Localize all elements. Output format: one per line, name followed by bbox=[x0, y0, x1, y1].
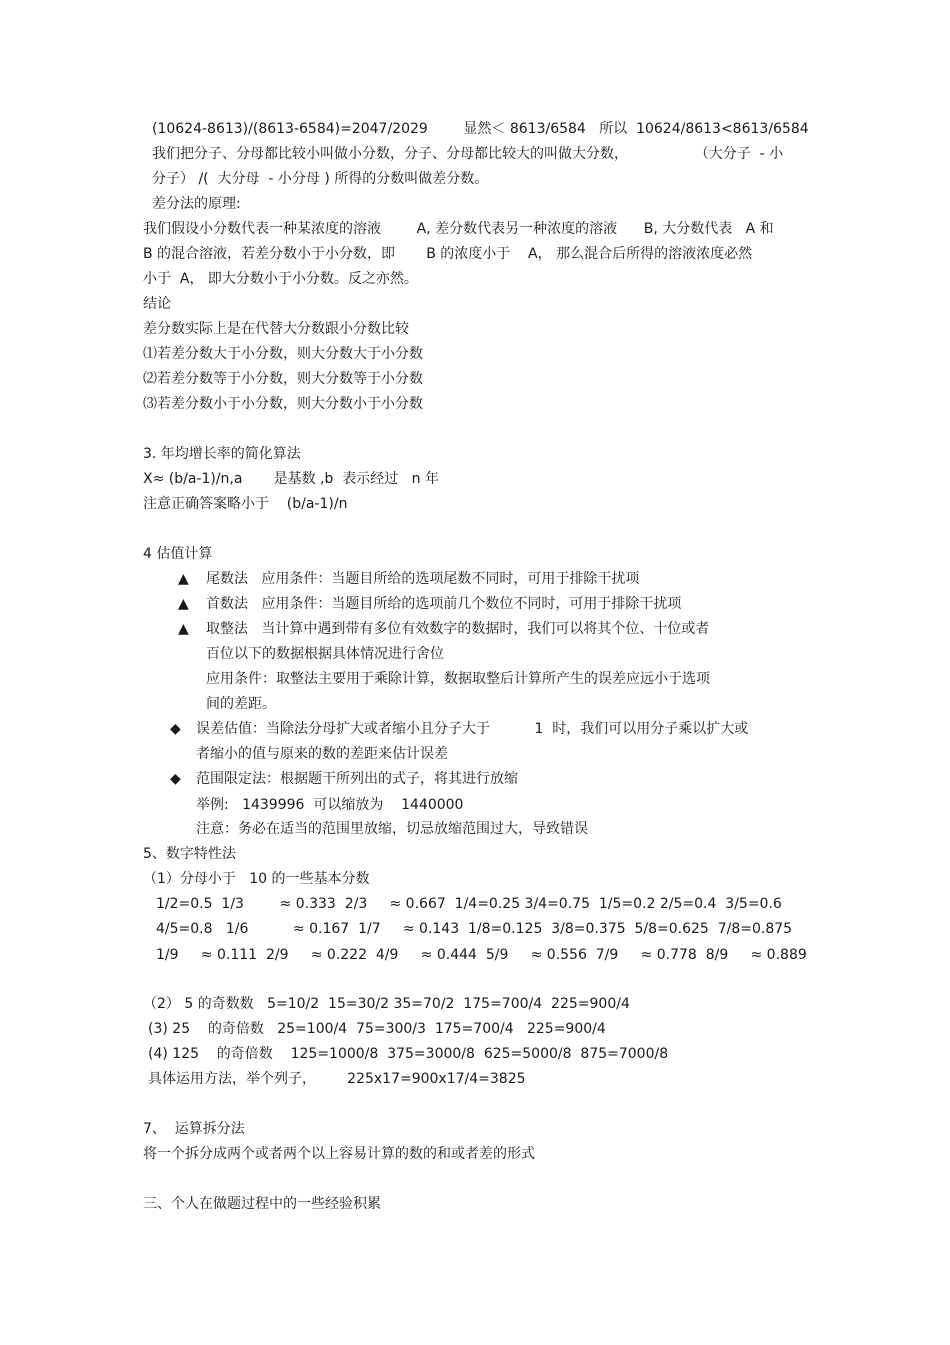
estimate-round-line-2: 百位以下的数据根据具体情况进行舍位 bbox=[206, 646, 444, 662]
diamond-bullet-icon: ◆ bbox=[170, 721, 181, 737]
growth-note: 注意正确答案略小于 (b/a-1)/n bbox=[143, 496, 348, 512]
conclusion-item-3: ⑶若差分数小于小分数，则大分数小于小分数 bbox=[143, 396, 423, 412]
estimate-item-error-text: 误差估值：当除法分母扩大或者缩小且分子大于 1 时，我们可以用分子乘以扩大或 bbox=[196, 721, 749, 737]
diff-line-2: 我们把分子、分母都比较小叫做小分数，分子、分母都比较大的叫做大分数， （大分子 - 小 bbox=[152, 146, 784, 162]
growth-heading: 3. 年均增长率的简化算法 bbox=[143, 446, 301, 462]
estimate-item-head bbox=[178, 595, 681, 613]
conclusion-line: 差分数实际上是在代替大分数跟小分数比较 bbox=[143, 321, 409, 337]
triangle-bullet-icon: ▲ bbox=[178, 596, 189, 612]
diff-line-5: 我们假设小分数代表一种某浓度的溶液 A, 差分数代表另一种浓度的溶液 B, 大分数代表 A 和 bbox=[143, 221, 774, 237]
diff-line-1: (10624-8613)/(8613-6584)=2047/2029 显然＜ 8613/6584 所以 10624/8613<8613/6584 bbox=[152, 121, 809, 137]
split-description: 将一个拆分成两个或者两个以上容易计算的数的和或者差的形式 bbox=[143, 1146, 535, 1162]
diff-line-7: 小于 A， 即大分数小于小分数。反之亦然。 bbox=[143, 271, 418, 287]
estimate-round-line-4: 间的差距。 bbox=[206, 696, 276, 712]
fraction-row-2: 4/5=0.8 1/6 ≈ 0.167 1/7 ≈ 0.143 1/8=0.125 3/8=0.375 5/8=0.625 7/8=0.875 bbox=[156, 921, 793, 937]
estimate-range-example: 举例: 1439996 可以缩放为 1440000 bbox=[196, 797, 464, 813]
estimate-item-error bbox=[170, 720, 748, 738]
estimate-range-note: 注意：务必在适当的范围里放缩，切忌放缩范围过大，导致错误 bbox=[196, 821, 588, 837]
estimate-item-range-text: 范围限定法：根据题干所列出的式子，将其进行放缩 bbox=[196, 771, 518, 787]
conclusion-item-1: ⑴若差分数大于小分数，则大分数大于小分数 bbox=[143, 346, 423, 362]
section-three-heading: 三、个人在做题过程中的一些经验积累 bbox=[143, 1196, 381, 1212]
triangle-bullet-icon: ▲ bbox=[178, 621, 189, 637]
estimate-error-line-2: 者缩小的值与原来的数的差距来估计误差 bbox=[196, 746, 448, 762]
split-heading: 7、 运算拆分法 bbox=[143, 1121, 245, 1137]
estimate-item-tail-text: 尾数法 应用条件：当题目所给的选项尾数不同时，可用于排除干扰项 bbox=[206, 571, 640, 587]
estimate-item-round-text: 取整法 当计算中遇到带有多位有效数字的数据时，我们可以将其个位、十位或者 bbox=[206, 621, 710, 637]
conclusion-item-2: ⑵若差分数等于小分数，则大分数等于小分数 bbox=[143, 371, 423, 387]
digits-example: 具体运用方法，举个列子， 225x17=900x17/4=3825 bbox=[148, 1071, 526, 1087]
digits-heading: 5、数字特性法 bbox=[143, 846, 236, 862]
fraction-row-1: 1/2=0.5 1/3 ≈ 0.333 2/3 ≈ 0.667 1/4=0.25 3/4=0.75 1/5=0.2 2/5=0.4 3/5=0.6 bbox=[156, 896, 782, 912]
fraction-row-3: 1/9 ≈ 0.111 2/9 ≈ 0.222 4/9 ≈ 0.444 5/9 ≈ 0.556 7/9 ≈ 0.778 8/9 ≈ 0.889 bbox=[156, 947, 807, 963]
diff-line-3: 分子） /( 大分母 - 小分母 ) 所得的分数叫做差分数。 bbox=[152, 171, 489, 187]
estimate-item-head-text: 首数法 应用条件：当题目所给的选项前几个数位不同时，可用于排除干扰项 bbox=[206, 596, 682, 612]
triangle-bullet-icon: ▲ bbox=[178, 571, 189, 587]
growth-formula: X≈ (b/a-1)/n,a 是基数 ,b 表示经过 n 年 bbox=[143, 471, 439, 487]
digits-subheading-2: （2） 5 的奇数数 5=10/2 15=30/2 35=70/2 175=700/4 225=900/4 bbox=[143, 996, 630, 1012]
diff-principle-heading: 差分法的原理: bbox=[152, 196, 241, 212]
estimate-round-line-3: 应用条件：取整法主要用于乘除计算，数据取整后计算所产生的误差应远小于选项 bbox=[206, 671, 710, 687]
digits-subheading-4: (4) 125 的奇倍数 125=1000/8 375=3000/8 625=5000/8 875=7000/8 bbox=[148, 1046, 669, 1062]
diamond-bullet-icon: ◆ bbox=[170, 771, 181, 787]
estimate-item-tail bbox=[178, 570, 639, 588]
digits-subheading-1: （1）分母小于 10 的一些基本分数 bbox=[143, 871, 370, 887]
estimate-item-range bbox=[170, 770, 518, 788]
diff-line-6: B 的混合溶液，若差分数小于小分数，即 B 的浓度小于 A， 那么混合后所得的溶液浓度必然 bbox=[143, 246, 753, 262]
estimate-item-round bbox=[178, 620, 709, 638]
digits-subheading-3: (3) 25 的奇倍数 25=100/4 75=300/3 175=700/4 225=900/4 bbox=[148, 1021, 606, 1037]
estimate-heading: 4 估值计算 bbox=[143, 546, 213, 562]
conclusion-heading: 结论 bbox=[143, 296, 171, 312]
